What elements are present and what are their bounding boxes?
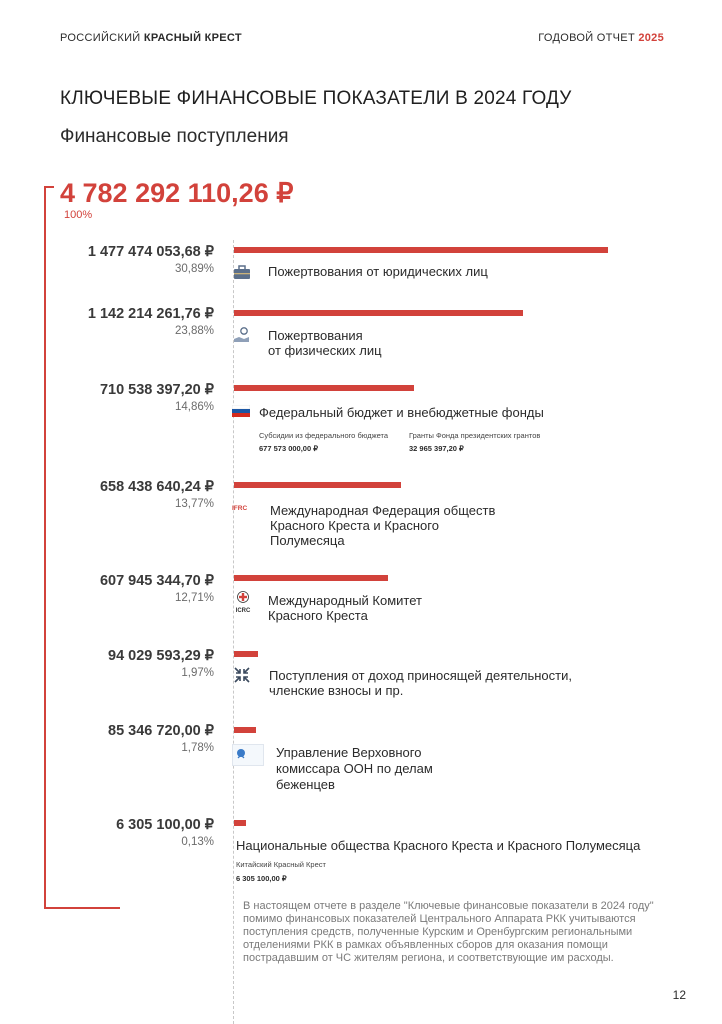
item-amount: 607 945 344,70 ₽ [99, 573, 214, 589]
item-label-line2: членские взносы и пр. [269, 683, 404, 698]
ifrc-logo-icon [232, 505, 247, 512]
item-label: Национальные общества Красного Креста и Красного Полумесяца [236, 838, 641, 853]
sub-item-value: 677 573 000,00 ₽ [259, 444, 318, 453]
russian-flag-icon [232, 404, 250, 420]
unhcr-logo-icon [232, 744, 264, 766]
item-label-line2: от физических лиц [268, 343, 382, 358]
item-label: Управление Верховного [276, 745, 422, 760]
donation-icon [233, 326, 251, 342]
sub-item-value: 6 305 100,00 ₽ [236, 874, 287, 883]
item-label: Пожертвования от юридических лиц [268, 264, 488, 279]
item-label-line3: беженцев [276, 777, 335, 792]
item-label: Федеральный бюджет и внебюджетные фонды [259, 405, 544, 420]
sub-item-value: 32 965 397,20 ₽ [409, 444, 464, 453]
item-bar [234, 385, 414, 391]
item-percent: 14,86% [174, 401, 214, 413]
item-bar [234, 575, 388, 581]
org-name [60, 32, 242, 44]
item-percent: 12,71% [174, 592, 214, 604]
icrc-logo-icon [232, 590, 254, 614]
total-percent: 100% [64, 209, 93, 221]
item-bar [234, 651, 258, 657]
item-label-line2: Красного Креста [268, 608, 368, 623]
report-year: 2025 [638, 32, 664, 44]
page-subtitle: Финансовые поступления [60, 126, 289, 147]
page-number: 12 [672, 988, 686, 1002]
item-percent: 1,78% [181, 742, 214, 754]
item-amount: 1 477 474 053,68 ₽ [87, 244, 214, 260]
item-bar [234, 727, 256, 733]
item-amount: 6 305 100,00 ₽ [116, 817, 214, 833]
total-amount: 4 782 292 110,26 ₽ [60, 178, 294, 208]
item-bar [234, 310, 523, 316]
item-amount: 658 438 640,24 ₽ [99, 479, 214, 495]
item-amount: 85 346 720,00 ₽ [108, 723, 214, 739]
bracket-top [44, 186, 54, 188]
item-label: Международный Комитет [268, 593, 422, 608]
item-label: Пожертвования [268, 328, 363, 343]
item-label-line2: Красного Креста и Красного [270, 518, 439, 533]
arrows-in-icon [233, 666, 251, 682]
item-label-line2: комиссара ООН по делам [276, 761, 433, 776]
item-percent: 23,88% [174, 325, 214, 337]
page-title: КЛЮЧЕВЫЕ ФИНАНСОВЫЕ ПОКАЗАТЕЛИ В 2024 ГОДУ [60, 88, 572, 109]
item-bar [234, 482, 401, 488]
briefcase-icon [233, 264, 251, 280]
icrc-logo-text: ICRC [235, 608, 251, 614]
sub-item-label: Китайский Красный Крест [236, 860, 326, 869]
sub-item-label: Субсидии из федерального бюджета [259, 431, 389, 440]
item-label: Поступления от доход приносящей деятельности, [269, 668, 572, 683]
footnote: В настоящем отчете в разделе "Ключевые финансовые показатели в 2024 году" помимо финансовых показателей Центрального Аппарата РКК учитываются поступления средств, полученные Курским и Оренбургским региональными отделениями РКК в рамках объявленных сборов для оказания помощи пострадавшим от ЧС жителям региона, и соответствующие им расходы. [243, 900, 654, 964]
item-percent: 13,77% [174, 498, 214, 510]
item-amount: 1 142 214 261,76 ₽ [87, 306, 214, 322]
item-amount: 710 538 397,20 ₽ [99, 382, 214, 398]
item-percent: 0,13% [181, 836, 214, 848]
ifrc-logo-text: IFRC [232, 505, 248, 512]
sub-item-label: Гранты Фонда президентских грантов [409, 431, 541, 440]
item-percent: 30,89% [174, 263, 214, 275]
item-label: Международная Федерация обществ [270, 503, 496, 518]
item-percent: 1,97% [181, 667, 214, 679]
item-amount: 94 029 593,29 ₽ [108, 648, 214, 664]
bracket-line [44, 186, 46, 908]
report-title [538, 32, 664, 44]
org-name-bold: КРАСНЫЙ КРЕСТ [143, 32, 242, 44]
item-bar [234, 820, 246, 826]
report-title-prefix: ГОДОВОЙ ОТЧЕТ [538, 32, 635, 44]
item-bar [234, 247, 608, 253]
item-label-line3: Полумесяца [270, 533, 345, 548]
org-name-prefix: РОССИЙСКИЙ [60, 32, 141, 44]
bracket-bottom [44, 907, 120, 909]
axis-divider [233, 240, 234, 1024]
